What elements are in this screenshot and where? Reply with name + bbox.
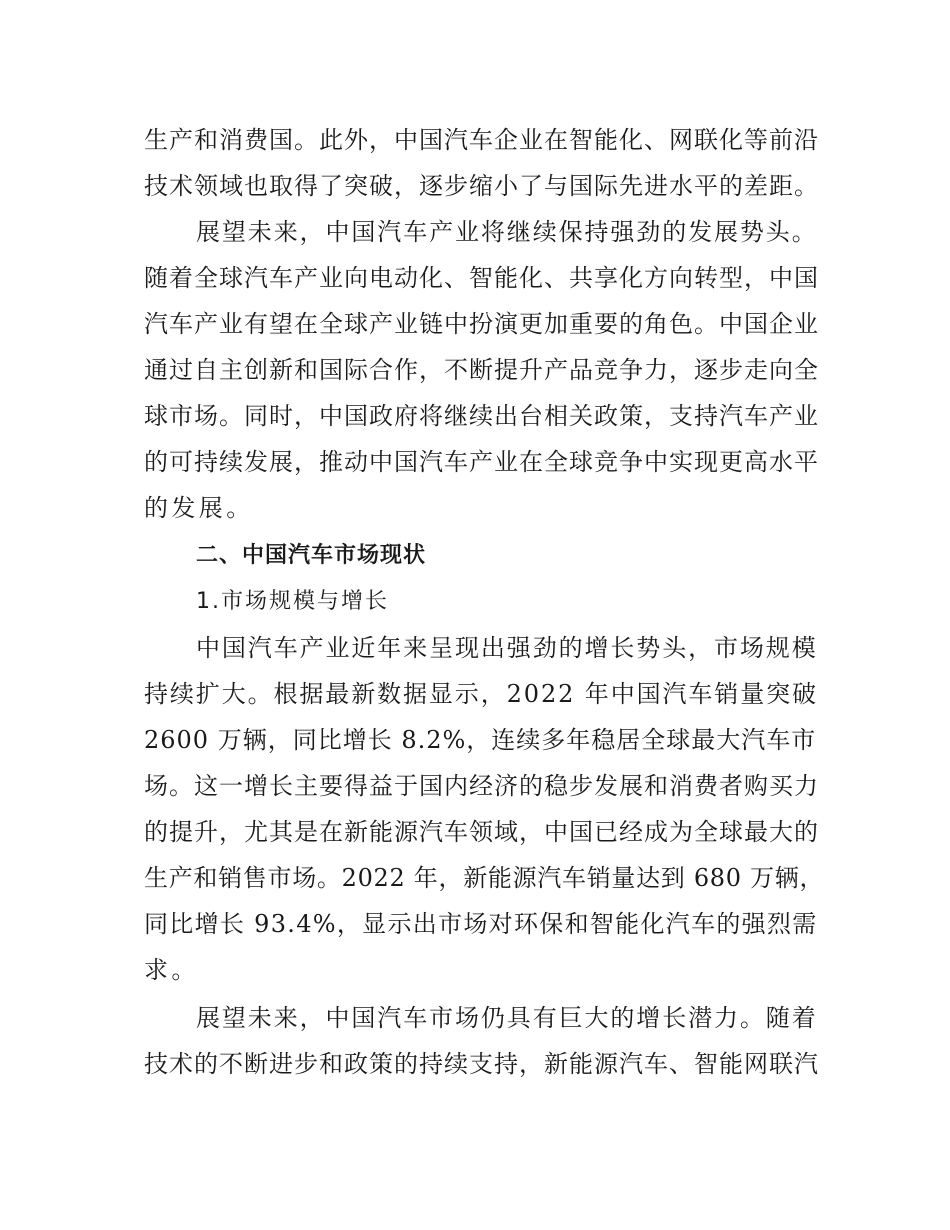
paragraph-line: 的发展。 xyxy=(144,494,254,522)
paragraph-line: 通过自主创新和国际合作，不断提升产品竞争力，逐步走向全 xyxy=(144,356,819,384)
paragraph-line: 的可持续发展，推动中国汽车产业在全球竞争中实现更高水平 xyxy=(144,448,819,476)
paragraph-line: 场。这一增长主要得益于国内经济的稳步发展和消费者购买力 xyxy=(144,772,819,800)
paragraph-line: 随着全球汽车产业向电动化、智能化、共享化方向转型，中国 xyxy=(144,264,819,292)
paragraph-line: 展望未来，中国汽车市场仍具有巨大的增长潜力。随着 xyxy=(196,1004,818,1032)
paragraph-line: 中国汽车产业近年来呈现出强劲的增长势头，市场规模 xyxy=(196,634,818,662)
paragraph-line: 生产和消费国。此外，中国汽车企业在智能化、网联化等前沿 xyxy=(144,126,819,154)
paragraph-line: 求。 xyxy=(144,956,199,984)
paragraph-line: 技术领域也取得了突破，逐步缩小了与国际先进水平的差距。 xyxy=(144,172,819,200)
paragraph-line: 的提升，尤其是在新能源汽车领域，中国已经成为全球最大的 xyxy=(144,818,819,846)
subsection-heading: 1.市场规模与增长 xyxy=(196,589,389,614)
paragraph-line: 2600 万辆，同比增长 8.2%，连续多年稳居全球最大汽车市 xyxy=(144,726,817,754)
section-heading: 二、中国汽车市场现状 xyxy=(196,543,427,568)
paragraph-line: 球市场。同时，中国政府将继续出台相关政策，支持汽车产业 xyxy=(144,402,819,430)
paragraph-line: 技术的不断进步和政策的持续支持，新能源汽车、智能网联汽 xyxy=(144,1050,819,1078)
paragraph-line: 同比增长 93.4%，显示出市场对环保和智能化汽车的强烈需 xyxy=(144,910,818,938)
paragraph-line: 持续扩大。根据最新数据显示，2022 年中国汽车销量突破 xyxy=(144,680,818,708)
paragraph-line: 汽车产业有望在全球产业链中扮演更加重要的角色。中国企业 xyxy=(144,310,819,338)
paragraph-line: 展望未来，中国汽车产业将继续保持强劲的发展势头。 xyxy=(196,218,818,246)
paragraph-line: 生产和销售市场。2022 年，新能源汽车销量达到 680 万辆， xyxy=(144,864,825,892)
